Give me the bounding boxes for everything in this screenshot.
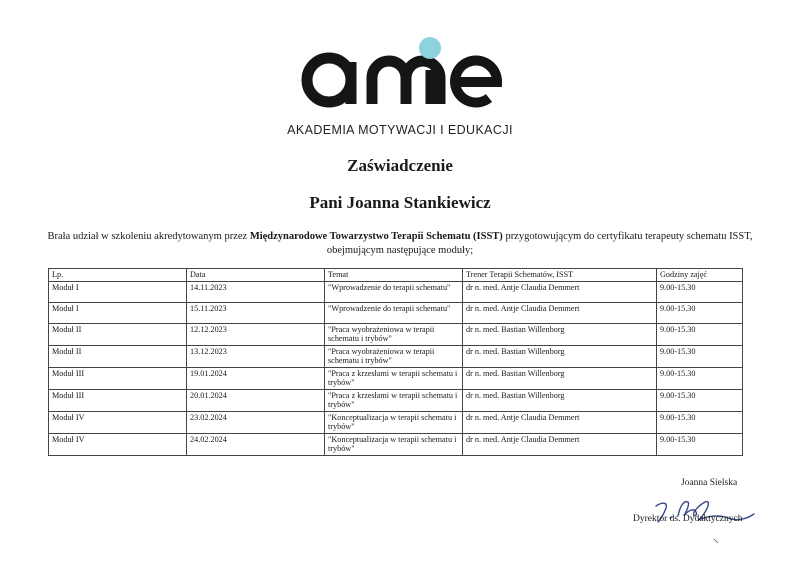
signatory-name: Joanna Sielska [681, 478, 738, 488]
table-row [49, 281, 743, 302]
table-row [49, 345, 743, 367]
cell-date: 24.02.2024 [187, 433, 325, 455]
table-row [49, 433, 743, 455]
signatory-role: Dyrektor ds. Dydaktycznych [633, 514, 743, 524]
table-row [49, 389, 743, 411]
corner-mark [713, 538, 719, 544]
cell-trainer: dr n. med. Bastian Willenborg [463, 345, 657, 367]
table-row [49, 323, 743, 345]
table-row [49, 411, 743, 433]
cell-hours: 9.00-15.30 [657, 281, 743, 302]
cell-trainer: dr n. med. Bastian Willenborg [463, 323, 657, 345]
organization-name: AKADEMIA MOTYWACJI I EDUKACJI [287, 123, 513, 137]
cell-topic: "Praca z krzesłami w terapii schematu i trybów" [325, 389, 463, 411]
recipient-name: Pani Joanna Stankiewicz [309, 193, 491, 212]
logo-accent-dot [419, 37, 441, 59]
cell-trainer: dr n. med. Antje Claudia Demmert [463, 433, 657, 455]
table-header-row [49, 269, 743, 282]
cell-hours: 9.00-15.30 [657, 389, 743, 411]
cell-trainer: dr n. med. Bastian Willenborg [463, 389, 657, 411]
cell-hours: 9.00-15.30 [657, 367, 743, 389]
cell-topic: "Praca wyobrażeniowa w terapii schematu i trybów" [325, 345, 463, 367]
cell-trainer: dr n. med. Antje Claudia Demmert [463, 411, 657, 433]
statement-prefix: Brała udział w szkoleniu akredytowanym przez [47, 231, 250, 242]
cell-hours: 9.00-15.30 [657, 345, 743, 367]
cell-lp: Moduł IV [49, 411, 187, 433]
cell-date: 23.02.2024 [187, 411, 325, 433]
cell-lp: Moduł II [49, 345, 187, 367]
document-title: Zaświadczenie [347, 156, 453, 175]
cell-topic: "Konceptualizacja w terapii schematu i trybów" [325, 433, 463, 455]
cell-trainer: dr n. med. Bastian Willenborg [463, 367, 657, 389]
statement-organization: Międzynarodowe Towarzystwo Terapii Schematu (ISST) [249, 231, 503, 242]
table-row [49, 302, 743, 323]
amie-logo [0, 0, 800, 140]
cell-topic: "Praca z krzesłami w terapii schematu i trybów" [325, 367, 463, 389]
modules-table [48, 268, 743, 456]
cell-topic: "Konceptualizacja w terapii schematu i trybów" [325, 411, 463, 433]
cell-hours: 9.00-15.30 [657, 411, 743, 433]
amie-wordmark [0, 0, 800, 140]
statement-suffix: przygotowującym do certyfikatu terapeuty schematu ISST, obejmującym następujące moduły; [326, 231, 753, 256]
cell-date: 13.12.2023 [187, 345, 325, 367]
cell-lp: Moduł II [49, 323, 187, 345]
cell-topic: "Wprowadzenie do terapii schematu" [325, 281, 463, 302]
cell-hours: 9.00-15.30 [657, 302, 743, 323]
cell-lp: Moduł IV [49, 433, 187, 455]
cell-date: 12.12.2023 [187, 323, 325, 345]
header-trainer: Trener Terapii Schematów, ISST [463, 269, 657, 282]
cell-topic: "Praca wyobrażeniowa w terapii schematu i trybów" [325, 323, 463, 345]
cell-trainer: dr n. med. Antje Claudia Demmert [463, 281, 657, 302]
cell-lp: Moduł I [49, 281, 187, 302]
cell-trainer: dr n. med. Antje Claudia Demmert [463, 302, 657, 323]
cell-date: 20.01.2024 [187, 389, 325, 411]
cell-date: 14.11.2023 [187, 281, 325, 302]
cell-hours: 9.00-15.30 [657, 323, 743, 345]
cell-lp: Moduł I [49, 302, 187, 323]
table-row [49, 367, 743, 389]
cell-lp: Moduł III [49, 389, 187, 411]
cell-date: 15.11.2023 [187, 302, 325, 323]
header-lp: Lp. [49, 269, 187, 282]
header-topic: Temat [325, 269, 463, 282]
header-hours: Godziny zajęć [657, 269, 743, 282]
cell-hours: 9.00-15.30 [657, 433, 743, 455]
statement-text [36, 230, 764, 258]
cell-lp: Moduł III [49, 367, 187, 389]
header-date: Data [187, 269, 325, 282]
cell-date: 19.01.2024 [187, 367, 325, 389]
cell-topic: "Wprowadzenie do terapii schematu" [325, 302, 463, 323]
